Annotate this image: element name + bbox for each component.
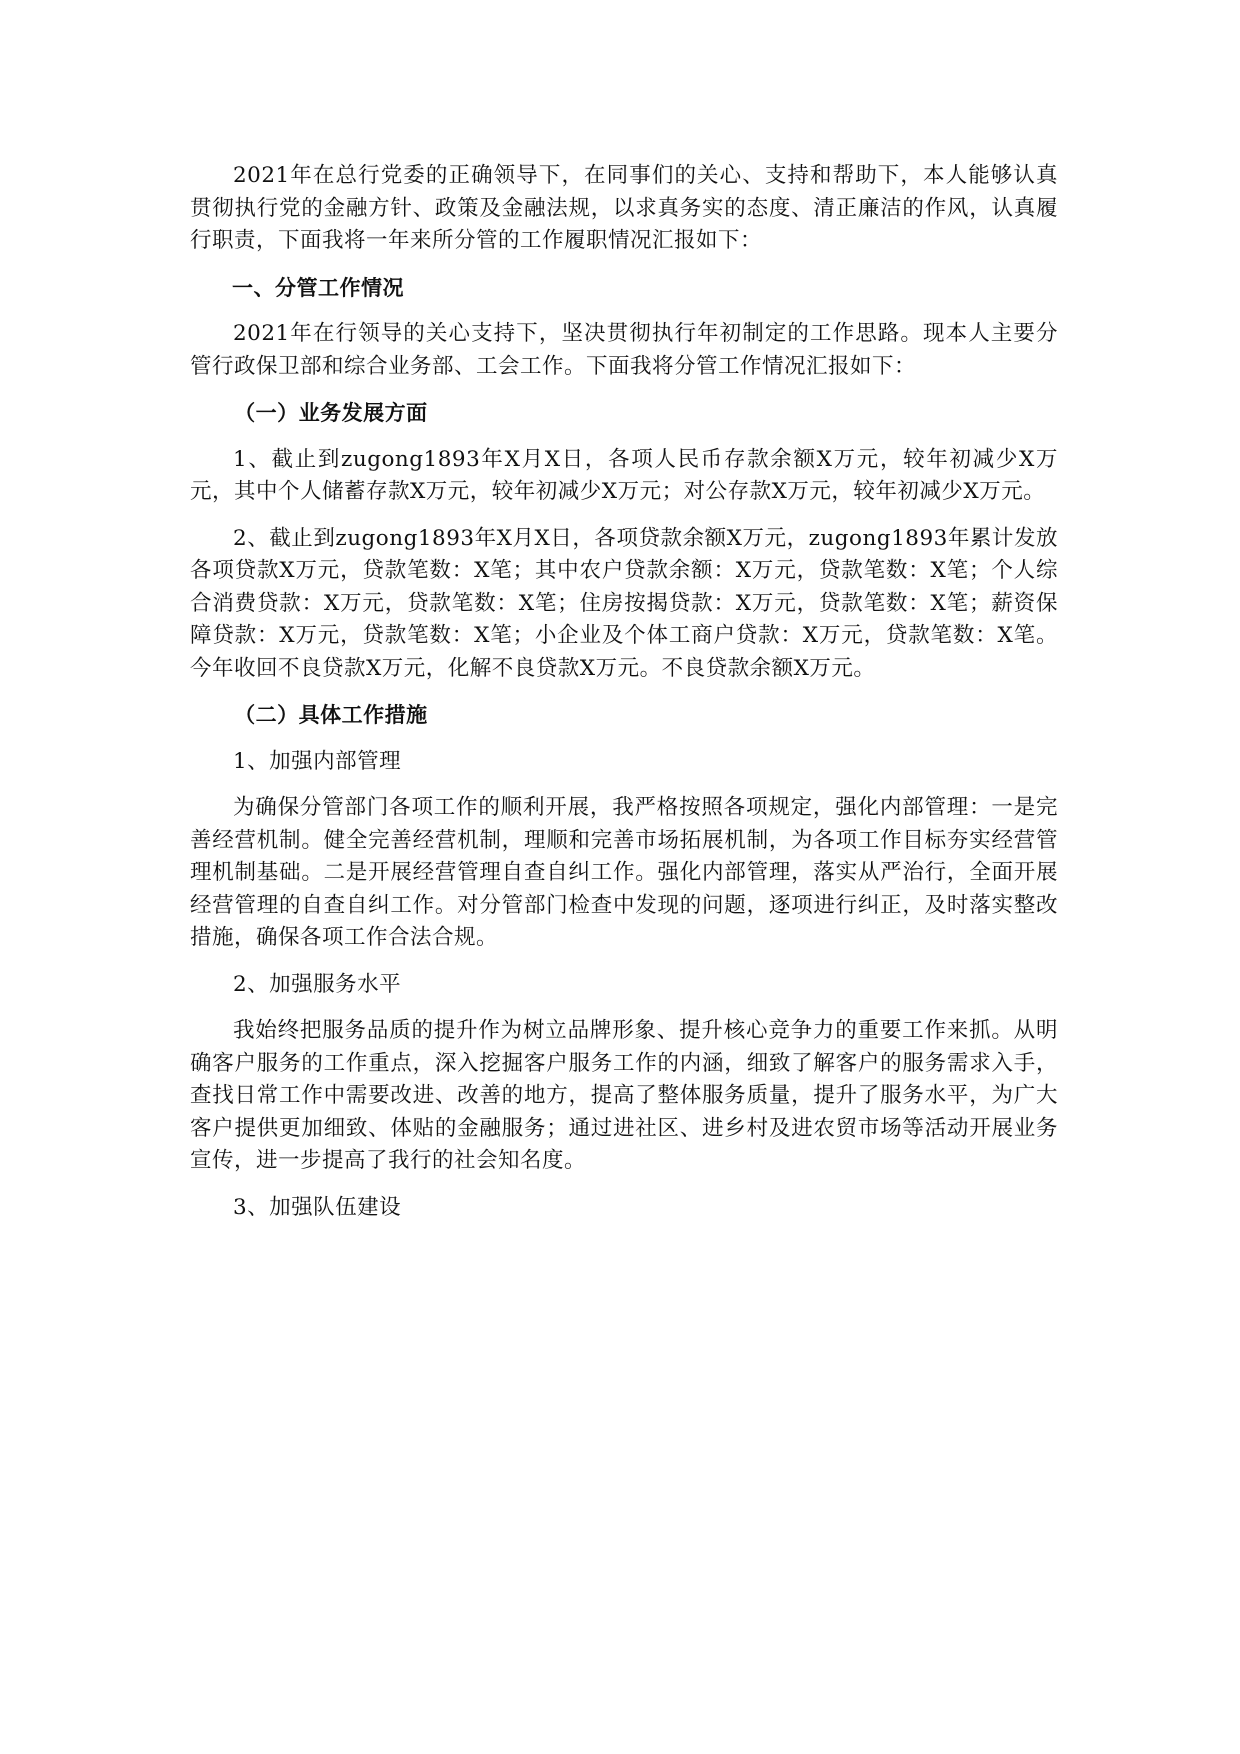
section1-intro-paragraph: 2021年在行领导的关心支持下，坚决贯彻执行年初制定的工作思路。现本人主要分管行政保卫部和综合业务部、工会工作。下面我将分管工作情况汇报如下： [190, 321, 1058, 379]
document-body [190, 160, 1058, 1238]
measure-heading-service: 2、加强服务水平 [233, 971, 402, 997]
subsection-heading-business-development: （一）业务发展方面 [234, 401, 428, 425]
measure-body-internal-management: 为确保分管部门各项工作的顺利开展，我严格按照各项规定，强化内部管理：一是完善经营机制。健全完善经营机制，理顺和完善市场拓展机制，为各项工作目标夯实经营管理机制基础。二是开展经营管理自查自纠工作。强化内部管理，落实从严治行，全面开展经营管理的自查自纠工作。对分管部门检查中发现的问题，逐项进行纠正，及时落实整改措施，确保各项工作合法合规。 [190, 795, 1058, 950]
subsection-heading-measures: （二）具体工作措施 [234, 703, 428, 727]
measure-heading-team-building: 3、加强队伍建设 [233, 1194, 402, 1220]
measure-body-service: 我始终把服务品质的提升作为树立品牌形象、提升核心竞争力的重要工作来抓。从明确客户服务的工作重点，深入挖掘客户服务工作的内涵，细致了解客户的服务需求入手，查找日常工作中需要改进、改善的地方，提高了整体服务质量，提升了服务水平，为广大客户提供更加细致、体贴的金融服务；通过进社区、进乡村及进农贸市场等活动开展业务宣传，进一步提高了我行的社会知名度。 [190, 1018, 1058, 1173]
measure-heading-internal-management: 1、加强内部管理 [233, 748, 402, 774]
deposit-paragraph: 1、截止到zugong1893年X月X日，各项人民币存款余额X万元，较年初减少X万元，其中个人储蓄存款X万元，较年初减少X万元；对公存款X万元，较年初减少X万元。 [190, 446, 1058, 504]
intro-paragraph: 2021年在总行党委的正确领导下，在同事们的关心、支持和帮助下，本人能够认真贯彻执行党的金融方针、政策及金融法规，以求真务实的态度、清正廉洁的作风，认真履行职责，下面我将一年来所分管的工作履职情况汇报如下： [190, 163, 1058, 253]
section-heading-1: 一、分管工作情况 [232, 275, 404, 300]
loan-paragraph: 2、截止到zugong1893年X月X日，各项贷款余额X万元，zugong1893年累计发放各项贷款X万元，贷款笔数：X笔；其中农户贷款余额：X万元，贷款笔数：X笔；个人综合消费贷款：X万元，贷款笔数：X笔；住房按揭贷款：X万元，贷款笔数：X笔；薪资保障贷款：X万元，贷款笔数：X笔；小企业及个体工商户贷款：X万元，贷款笔数：X笔。今年收回不良贷款X万元，化解不良贷款X万元。不良贷款余额X万元。 [190, 525, 1058, 681]
